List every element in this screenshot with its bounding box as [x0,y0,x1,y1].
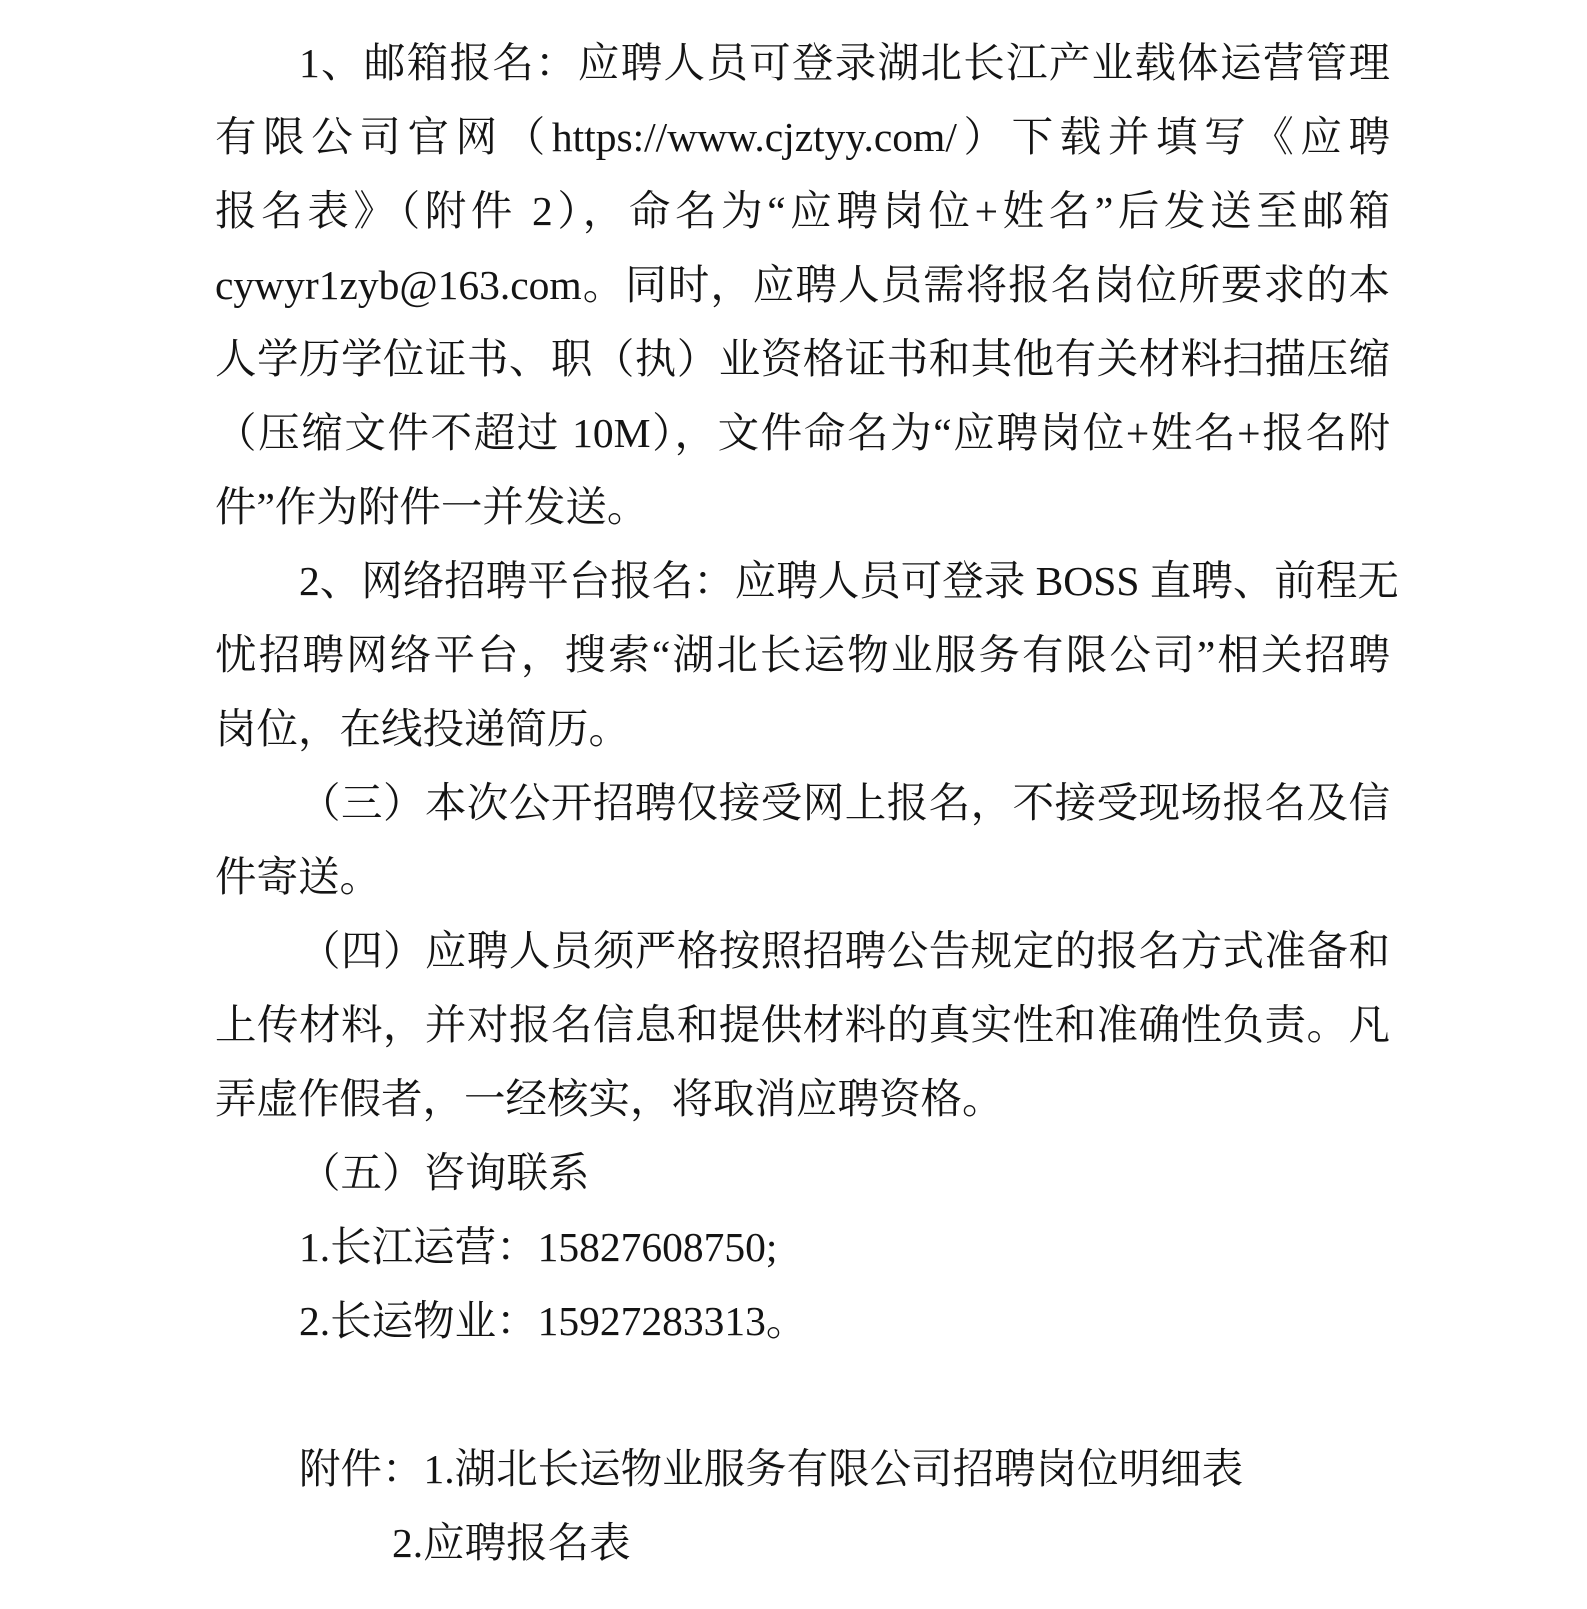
spacer-line [215,1358,1390,1432]
text-line: （压缩文件不超过 10M），文件命名为“应聘岗位+姓名+报名附 [215,410,1390,456]
attachment-line: 附件：1.湖北长运物业服务有限公司招聘岗位明细表 [299,1446,1244,1492]
text-line: 人学历学位证书、职（执）业资格证书和其他有关材料扫描压缩 [215,336,1390,382]
text-line: 报名表》（附件 2），命名为“应聘岗位+姓名”后发送至邮箱 [215,188,1390,234]
text-line: 2、网络招聘平台报名：应聘人员可登录 BOSS 直聘、前程无 [299,558,1399,604]
text-line: 岗位，在线投递简历。 [215,706,631,752]
text-line: 弄虚作假者，一经核实，将取消应聘资格。 [215,1076,1004,1122]
text-line: 忧招聘网络平台，搜索“湖北长运物业服务有限公司”相关招聘 [215,632,1390,678]
document-content [215,26,1399,1580]
text-line: 上传材料，并对报名信息和提供材料的真实性和准确性负责。凡 [215,1002,1390,1048]
text-line: cywyr1zyb@163.com。同时，应聘人员需将报名岗位所要求的本 [215,262,1390,308]
text-line: 有限公司官网（https://www.cjztyy.com/）下载并填写《应聘 [215,114,1390,160]
text-line: （五）咨询联系 [299,1150,590,1196]
text-line: 1.长江运营：15827608750; [299,1224,778,1270]
text-line: 件”作为附件一并发送。 [215,484,649,530]
text-line: 1、邮箱报名：应聘人员可登录湖北长江产业载体运营管理 [299,40,1390,86]
text-line: （三）本次公开招聘仅接受网上报名，不接受现场报名及信 [299,780,1390,826]
text-line: 件寄送。 [215,854,382,900]
text-line: （四）应聘人员须严格按照招聘公告规定的报名方式准备和 [299,928,1390,974]
text-line: 2.长运物业：15927283313。 [299,1298,808,1344]
attachment-line: 2.应聘报名表 [392,1520,631,1566]
